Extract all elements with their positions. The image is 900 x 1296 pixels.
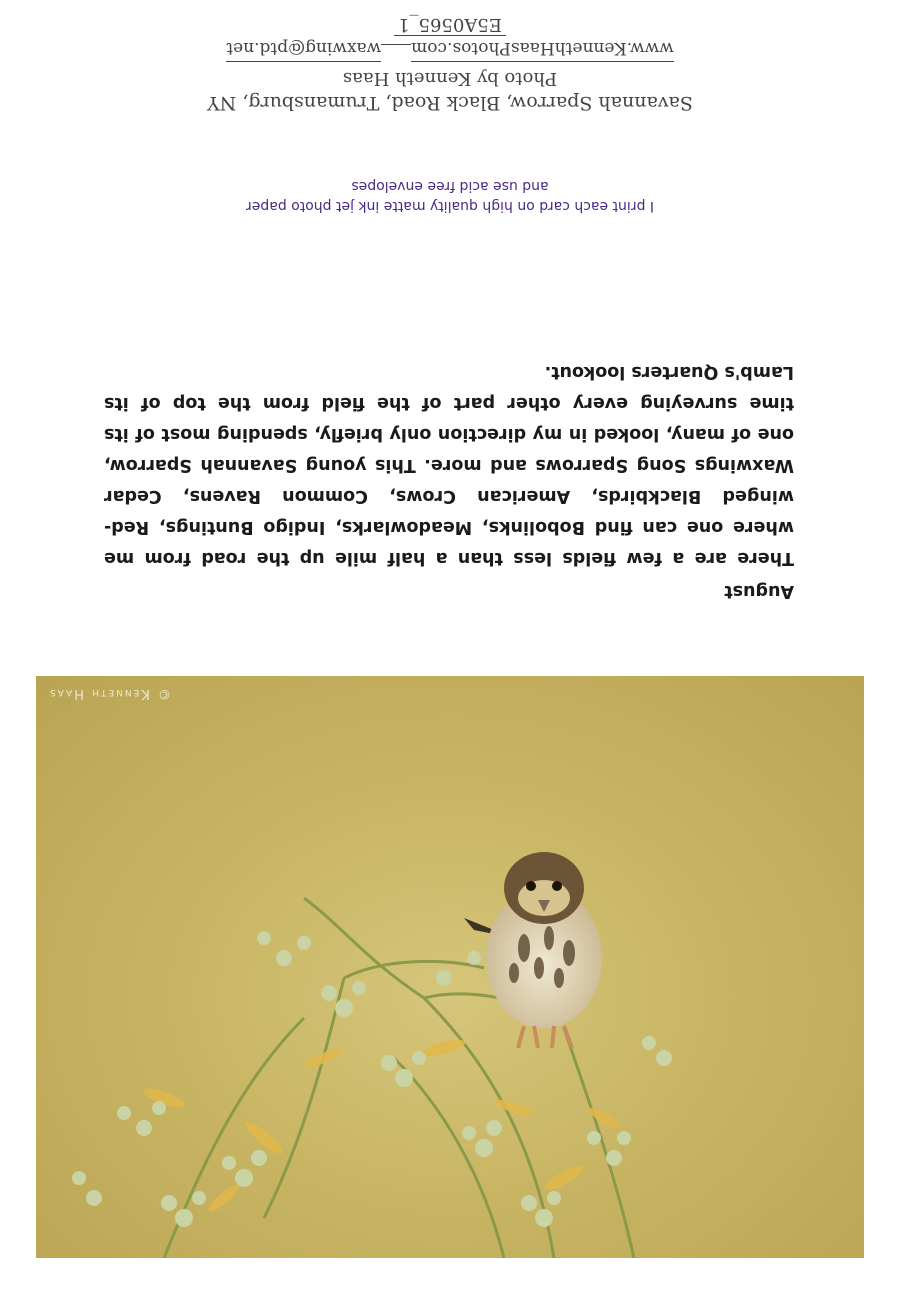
photographer-credit: Photo by Kenneth Haas: [342, 68, 558, 89]
sparrow-figure: [464, 852, 602, 1048]
contact-line: [0, 36, 900, 62]
printing-note-line-1: I print each card on high quality matte ink jet photo paper: [245, 198, 655, 214]
story-body: There are a few fields less than a half mile up the road from me where one can find Bobolinks, Meadowlarks, Indigo Buntings, Red-winged Blackbirds, American Crows, Common Ravens, Cedar Waxwings Song Sparrows and more. This young Savannah Sparrow, one of many, looked in my direction only briefly, spending most of its time surveying every other part of the field from the top of its Lamb's Quarters lookout.: [104, 362, 794, 568]
printing-note: [0, 176, 900, 216]
photo-illustration: [36, 676, 864, 1258]
image-code: E5A0565_1: [394, 13, 506, 36]
photo-caption: Savannah Sparrow, Black Road, Trumansburg, NY: [207, 92, 693, 114]
photo-watermark: © Kenneth Haas: [48, 686, 171, 701]
website-link[interactable]: www.KennethHaasPhotos.com: [411, 36, 674, 62]
photo-credit-block: [0, 13, 900, 116]
email-link[interactable]: waxwing@ptd.net: [226, 36, 381, 62]
printing-note-line-2: and use acid free envelopes: [351, 178, 549, 194]
story-text: [104, 356, 794, 606]
bird-photo: [36, 676, 864, 1258]
story-month: August: [724, 581, 794, 601]
